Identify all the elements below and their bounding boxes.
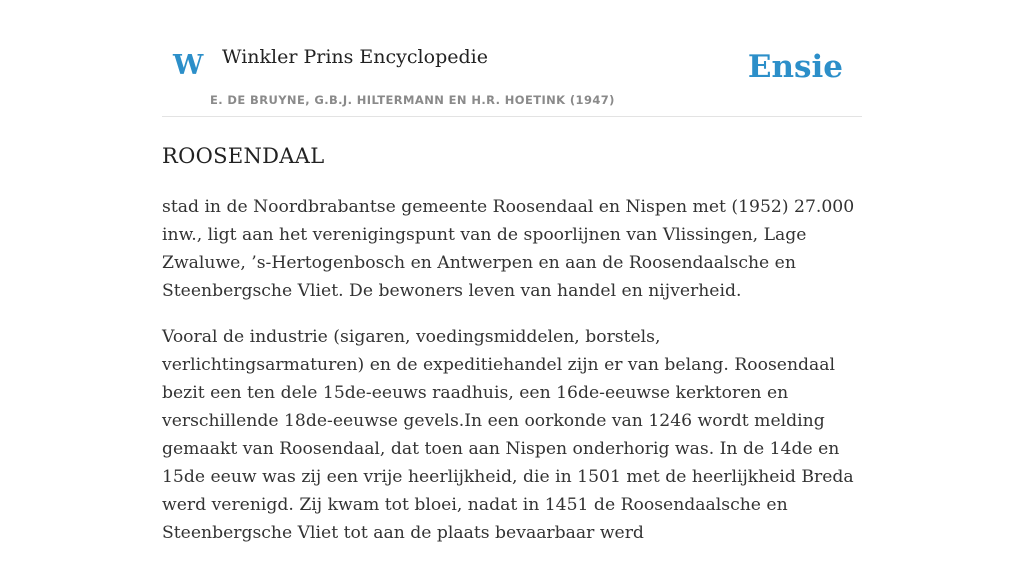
winkler-prins-logo-icon[interactable]: W <box>173 50 204 81</box>
article-paragraph: stad in de Noordbrabantse gemeente Roosendaal en Nispen met (1952) 27.000 inw., ligt aan het verenigingspunt van de spoorlijnen van Vlissingen, Lage Zwaluwe, ’s-Hertogenbosch en Antwerpen en aan de Roosendaalsche en Steenbergsche Vliet. De bewoners leven van handel en nijverheid. <box>162 197 855 302</box>
ensie-brand-link[interactable]: Ensie <box>747 49 843 85</box>
site-subtitle: E. DE BRUYNE, G.B.J. HILTERMANN EN H.R. HOETINK (1947) <box>210 93 615 107</box>
content-column <box>162 0 862 565</box>
article-title: ROOSENDAAL <box>162 144 325 168</box>
article-paragraph: Vooral de industrie (sigaren, voedingsmiddelen, borstels, verlichtingsarmaturen) en de expeditiehandel zijn er van belang. Roosendaal bezit een ten dele 15de-eeuws raadhuis, een 16de-eeuwse kerktoren en verschillende 18de-eeuwse gevels.In een oorkonde van 1246 wordt melding gemaakt van Roosendaal, dat toen aan Nispen onderhorig was. In de 14de en 15de eeuw was zij een vrije heerlijkheid, die in 1501 met de heerlijkheid Breda werd verenigd. Zij kwam tot bloei, nadat in 1451 de Roosendaalsche en Steenbergsche Vliet tot aan de plaats bevaarbaar werd <box>162 327 854 544</box>
article-body <box>162 193 862 547</box>
site-header <box>162 0 862 117</box>
site-title[interactable]: Winkler Prins Encyclopedie <box>222 46 488 68</box>
